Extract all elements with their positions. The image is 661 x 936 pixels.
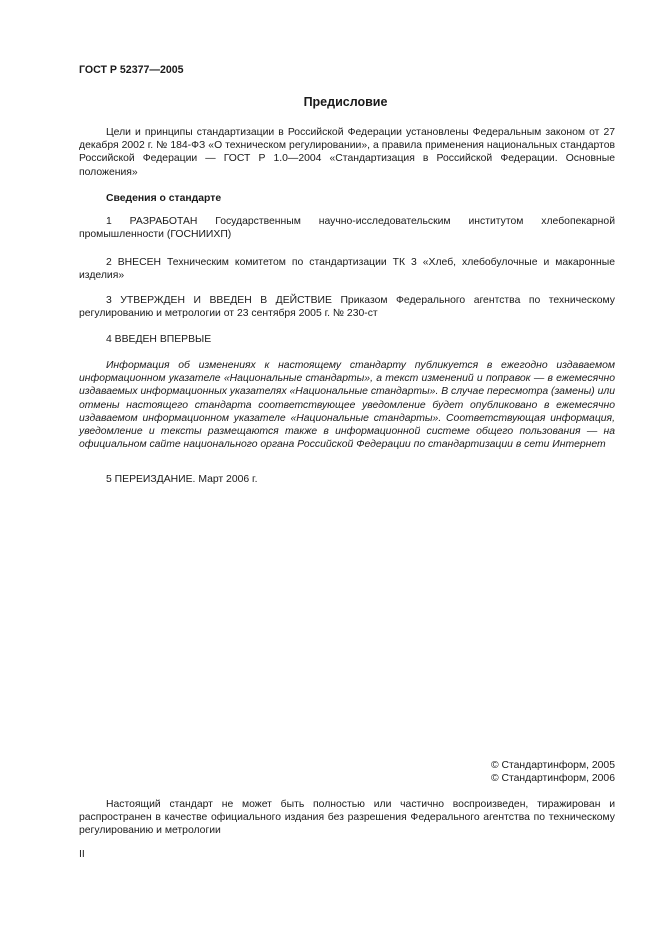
info-paragraph bbox=[79, 359, 615, 451]
intro-text: Цели и принципы стандартизации в Российской Федерации установлены Федеральным законом от 27 декабря 2002 г. № 184-ФЗ «О техническом регулировании», а правила применения национальных стандартов Российской Федерации — ГОСТ Р 1.0—2004 «Стандартизация в Российской Федерации. Основные положения» bbox=[79, 127, 615, 178]
copyright-2005: © Стандартинформ, 2005 bbox=[490, 760, 615, 771]
item-4 bbox=[79, 333, 615, 346]
page-number: II bbox=[79, 849, 85, 860]
intro-paragraph bbox=[79, 126, 615, 179]
item-3 bbox=[79, 294, 615, 320]
copyright-2006: © Стандартинформ, 2006 bbox=[490, 773, 615, 784]
item-4-text: 4 ВВЕДЕН ВПЕРВЫЕ bbox=[106, 334, 212, 345]
reissue-text: 5 ПЕРЕИЗДАНИЕ. Март 2006 г. bbox=[106, 474, 258, 485]
item-1 bbox=[79, 215, 615, 241]
info-text: Информация об изменениях к настоящему стандарту публикуется в ежегодно издаваемом информационном указателе «Национальные стандарты», а текст изменений и поправок — в ежемесячно издаваемых информационных указателях «Национальные стандарты». В случае пересмотра (замены) или отмены настоящего стандарта соответствующее уведомление будет опубликовано в ежемесячно издаваемом информационном указателе «Национальные стандарты». Соответствующая информация, уведомление и тексты размещаются также в информационной системе общего пользования — на официальном сайте национального органа Российской Федерации по стандартизации в сети Интернет bbox=[79, 360, 615, 451]
page-title: Предисловие bbox=[303, 95, 388, 109]
reissue-line bbox=[79, 473, 615, 486]
item-2 bbox=[79, 256, 615, 282]
item-2-text: 2 ВНЕСЕН Техническим комитетом по стандартизации ТК 3 «Хлеб, хлебобулочные и макаронные изделия» bbox=[79, 257, 615, 282]
item-3-text: 3 УТВЕРЖДЕН И ВВЕДЕН В ДЕЙСТВИЕ Приказом Федерального агентства по техническому регулированию и метрологии от 23 сентября 2005 г. № 230-ст bbox=[79, 295, 615, 320]
document-header: ГОСТ Р 52377—2005 bbox=[79, 64, 184, 76]
section-subtitle: Сведения о стандарте bbox=[106, 193, 222, 204]
notice-paragraph bbox=[79, 798, 615, 838]
item-1-text: 1 РАЗРАБОТАН Государственным научно-исследовательским институтом хлебопекарной промышленности (ГОСНИИХП) bbox=[79, 216, 615, 241]
notice-text: Настоящий стандарт не может быть полностью или частично воспроизведен, тиражирован и распространен в качестве официального издания без разрешения Федерального агентства по техническому регулированию и метрологии bbox=[79, 799, 615, 837]
